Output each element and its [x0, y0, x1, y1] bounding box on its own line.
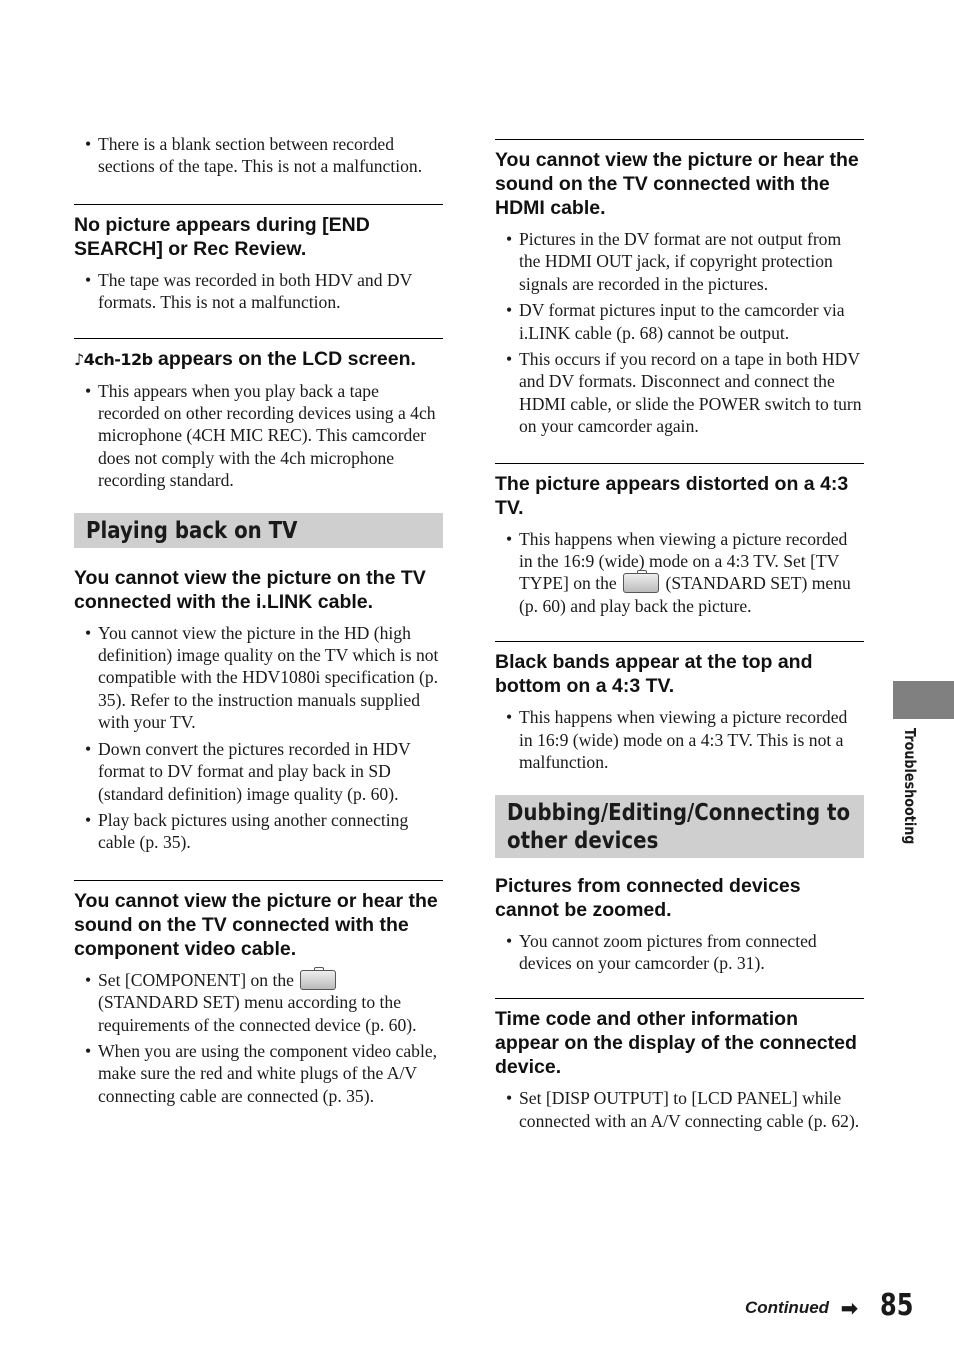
- list-item: • You cannot view the picture in the HD (high definition) image quality on the TV which is not compatible with the HDV1080i specification (p. 35). Refer to the instruction manuals supplied with your TV.: [74, 622, 443, 734]
- hdmi-bullets: [495, 228, 864, 438]
- timecode-bullets: [495, 1087, 864, 1132]
- bullet-text: (STANDARD SET) menu (p. 60) and play back the picture.: [519, 573, 851, 616]
- list-item: • There is a blank section between recorded sections of the tape. This is not a malfunction.: [74, 133, 443, 178]
- bullet-text: This happens when viewing a picture recorded in the 16:9 (wide) mode on a 4:3 TV. Set [TV TYPE] on the: [519, 528, 848, 594]
- section-title-dubbing: [495, 795, 864, 858]
- heading-distorted: The picture appears distorted on a 4:3 TV.: [495, 472, 849, 519]
- lcd-4ch-bullets: [74, 380, 443, 492]
- divider: [74, 204, 443, 205]
- end-search-bullets: [74, 269, 443, 314]
- sidebar-tab: [893, 681, 954, 719]
- list-item: • This appears when you play back a tape recorded on other recording devices using a 4ch microphone (4CH MIC REC). This camcorder does not comply with the 4ch microphone recording standard.: [74, 380, 443, 492]
- page-number-text: 85: [880, 1288, 914, 1323]
- divider: [495, 998, 864, 999]
- list-item: • Set [DISP OUTPUT] to [LCD PANEL] while connected with an A/V connecting cable (p. 62).: [495, 1087, 864, 1132]
- section-title-text: Playing back on TV: [86, 517, 298, 544]
- divider: [74, 880, 443, 881]
- page-number: [880, 1288, 922, 1323]
- distorted-bullets: [495, 528, 864, 618]
- list-item: [495, 528, 864, 618]
- bullet-text: (STANDARD SET) menu according to the requirements of the connected device (p. 60).: [98, 992, 417, 1035]
- heading-lcd-4ch: [74, 347, 443, 372]
- list-item: • You cannot zoom pictures from connected devices on your camcorder (p. 31).: [495, 930, 864, 975]
- divider: [495, 463, 864, 464]
- continued-label: Continued: [745, 1298, 830, 1317]
- heading-zoom: Pictures from connected devices cannot be zoomed.: [495, 874, 801, 921]
- component-bullets: [74, 969, 443, 1107]
- zoom-bullets: [495, 930, 864, 975]
- standard-set-menu-icon: [623, 573, 659, 593]
- arrow-right-icon: ➡: [841, 1298, 858, 1320]
- list-item: • Down convert the pictures recorded in HDV format to DV format and play back in SD (standard definition) image quality (p. 60).: [74, 738, 443, 805]
- divider: [74, 338, 443, 339]
- divider: [495, 641, 864, 642]
- standard-set-menu-icon: [300, 970, 336, 990]
- section-title-text: Dubbing/Editing/Connecting to other devices: [507, 799, 851, 854]
- list-item: • This occurs if you record on a tape in both HDV and DV formats. Disconnect and connect the HDMI cable, or slide the POWER switch to turn on your camcorder again.: [495, 348, 864, 438]
- black-bands-bullets: [495, 706, 864, 773]
- heading-component: You cannot view the picture or hear the sound on the TV connected with the component video cable.: [74, 889, 438, 960]
- divider: [495, 139, 864, 140]
- list-item: • The tape was recorded in both HDV and DV formats. This is not a malfunction.: [74, 269, 443, 314]
- heading-lcd-4ch-text: appears on the LCD screen.: [158, 347, 416, 370]
- sidebar-label: [899, 728, 919, 868]
- heading-black-bands: Black bands appear at the top and bottom on a 4:3 TV.: [495, 651, 813, 698]
- list-item: • DV format pictures input to the camcorder via i.LINK cable (p. 68) cannot be output.: [495, 299, 864, 344]
- list-item: • Play back pictures using another connecting cable (p. 35).: [74, 809, 443, 854]
- audio-4ch-12b-icon: ♪4ch-12b: [74, 349, 153, 369]
- heading-end-search: No picture appears during [END SEARCH] or Rec Review.: [74, 213, 370, 260]
- heading-hdmi: You cannot view the picture or hear the sound on the TV connected with the HDMI cable.: [495, 149, 859, 219]
- ilink-bullets: [74, 622, 443, 854]
- list-item: [74, 969, 443, 1036]
- section-title-playing-back: [74, 513, 443, 548]
- list-item: • Pictures in the DV format are not output from the HDMI OUT jack, if copyright protection signals are recorded in the pictures.: [495, 228, 864, 295]
- left-column: [74, 0, 443, 1111]
- list-item: • When you are using the component video cable, make sure the red and white plugs of the A/V connecting cable are connected (p. 35).: [74, 1040, 443, 1107]
- intro-bullets: [74, 133, 443, 178]
- list-item: • This happens when viewing a picture recorded in 16:9 (wide) mode on a 4:3 TV. This is not a malfunction.: [495, 706, 864, 773]
- heading-timecode: Time code and other information appear on the display of the connected device.: [495, 1008, 857, 1079]
- right-column: [495, 0, 864, 1136]
- sidebar-label-text: Troubleshooting: [901, 728, 919, 845]
- heading-ilink: You cannot view the picture on the TV connected with the i.LINK cable.: [74, 566, 426, 613]
- bullet-text: Set [COMPONENT] on the: [98, 969, 294, 990]
